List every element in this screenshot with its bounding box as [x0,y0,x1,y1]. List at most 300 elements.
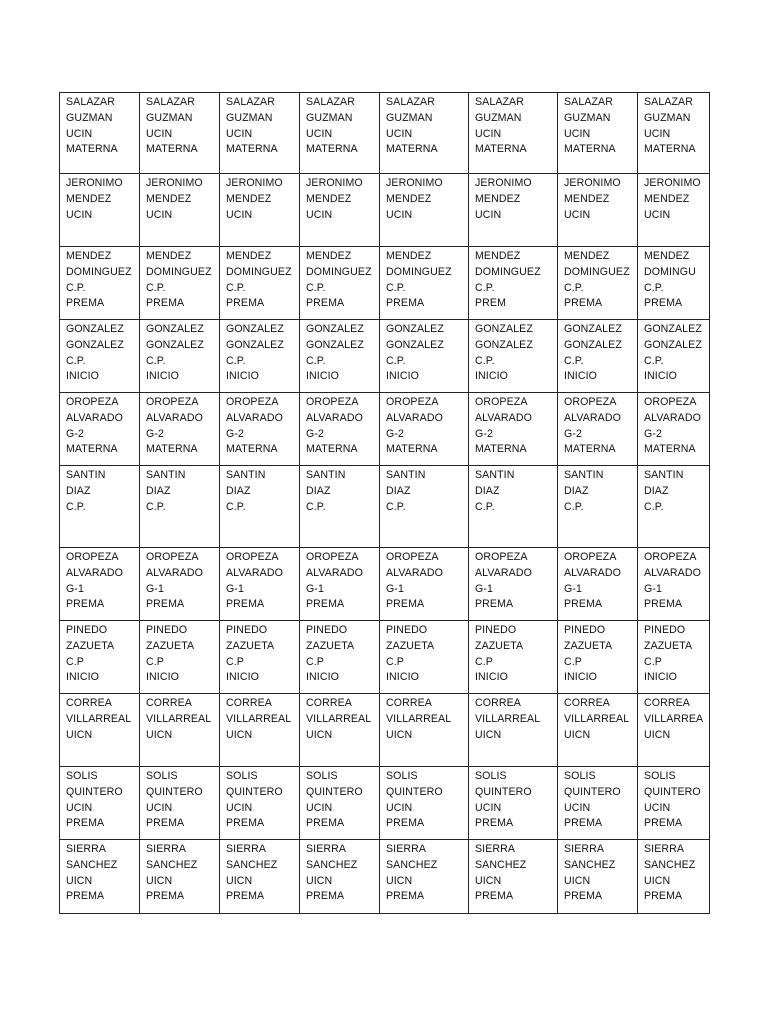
label-line: VILLARREAL [564,712,630,725]
label-cell [220,694,300,767]
label-line: SIERRA [475,843,516,855]
label-line: PREMA [564,817,603,830]
label-line: SANTIN [306,469,346,481]
label-line: PREMA [386,890,425,903]
label-line: SALAZAR [226,96,275,108]
label-line: G-2 [386,427,404,440]
label-line: C.P [475,655,493,668]
label-line: ALVARADO [226,566,283,579]
label-line: G-2 [146,427,164,440]
label-line: JERONIMO [66,177,123,189]
label-text-block [638,393,709,458]
label-text-block [300,247,379,312]
label-line: ALVARADO [564,566,621,579]
label-text-block [220,694,299,743]
label-line: GUZMAN [475,111,522,124]
label-cell [558,621,638,694]
label-line: INICIO [66,370,99,383]
label-line: UCIN [66,127,93,140]
label-text-block [469,320,557,385]
label-cell [638,548,710,621]
label-cell [140,393,220,466]
label-text-block [140,247,219,312]
label-line: PINEDO [66,624,108,636]
label-cell [140,247,220,320]
label-line: JERONIMO [306,177,363,189]
label-line: QUINTERO [475,785,532,798]
label-line: INICIO [564,370,597,383]
label-text-block [140,320,219,385]
label-line: GONZALEZ [66,338,124,351]
label-line: C.P. [564,281,584,294]
label-line: MENDEZ [306,250,352,262]
label-line: ZAZUETA [475,639,524,652]
label-cell [140,694,220,767]
label-line: INICIO [475,370,508,383]
label-cell [60,694,140,767]
label-line: PINEDO [226,624,268,636]
label-cell [638,174,710,247]
label-cell [140,174,220,247]
label-line: SANCHEZ [564,858,616,871]
label-cell [469,767,558,840]
label-line: JERONIMO [386,177,443,189]
label-line: GONZALEZ [644,338,702,351]
label-line: MATERNA [644,143,696,156]
label-line: CORREA [226,697,272,709]
label-line: SANCHEZ [146,858,198,871]
label-line: C.P [66,655,84,668]
label-line: PREMA [475,817,514,830]
label-line: DOMINGUEZ [564,265,630,278]
label-line: MENDEZ [564,192,610,205]
label-text-block [300,767,379,832]
label-line: VILLARREAL [475,712,541,725]
label-cell [60,767,140,840]
label-line: MENDEZ [146,192,192,205]
label-line: UCIN [564,127,591,140]
label-line: CORREA [564,697,610,709]
label-line: DIAZ [226,484,251,497]
label-text-block [140,393,219,458]
label-line: GONZALEZ [564,338,622,351]
label-text-block [300,174,379,223]
label-line: MENDEZ [386,250,432,262]
label-line: MATERNA [475,443,527,456]
label-text-block [638,694,709,743]
label-line: PREMA [226,817,265,830]
label-line: UCIN [644,208,671,221]
label-line: SANCHEZ [66,858,118,871]
label-cell [60,466,140,548]
label-line: SALAZAR [644,96,693,108]
label-cell [558,320,638,393]
label-cell [220,767,300,840]
label-line: INICIO [644,671,677,684]
label-line: MENDEZ [644,250,690,262]
label-line: GONZALEZ [306,338,364,351]
label-line: G-1 [386,582,404,595]
label-text-block [558,174,637,223]
label-line: OROPEZA [386,551,439,563]
label-line: MENDEZ [475,250,521,262]
label-cell [380,621,469,694]
label-line: UCIN [226,208,253,221]
label-line: UCIN [226,127,253,140]
label-row [60,320,710,393]
label-line: MENDEZ [66,192,112,205]
label-line: SOLIS [226,770,258,782]
label-text-block [558,694,637,743]
label-line: ALVARADO [146,411,203,424]
label-line: UICN [564,874,591,887]
label-line: UCIN [475,208,502,221]
label-line: QUINTERO [306,785,363,798]
label-line: SIERRA [66,843,107,855]
label-text-block [300,320,379,385]
label-line: GUZMAN [386,111,433,124]
label-text-block [140,694,219,743]
label-cell [300,174,380,247]
label-line: OROPEZA [475,396,528,408]
label-line: INICIO [146,671,179,684]
label-text-block [638,840,709,905]
label-cell [380,840,469,914]
label-row [60,174,710,247]
label-line: UCIN [386,801,413,814]
label-line: VILLARREA [644,712,704,725]
label-text-block [300,93,379,158]
label-line: GONZALEZ [475,323,533,335]
label-line: G-1 [306,582,324,595]
label-line: VILLARREAL [306,712,372,725]
label-line: C.P. [306,354,326,367]
label-line: PREMA [644,297,683,310]
label-cell [140,466,220,548]
label-line: UICN [66,874,93,887]
label-text-block [300,466,379,515]
label-line: PREMA [564,297,603,310]
label-text-block [60,320,139,385]
label-cell [380,393,469,466]
label-text-block [140,840,219,905]
label-line: C.P. [306,281,326,294]
label-cell [469,694,558,767]
label-text-block [469,767,557,832]
label-text-block [300,548,379,613]
label-line: DIAZ [564,484,589,497]
label-line: G-2 [644,427,662,440]
label-cell [469,621,558,694]
label-line: INICIO [475,671,508,684]
label-line: C.P. [226,281,246,294]
label-line: SANTIN [475,469,515,481]
label-sheet-table [59,92,710,914]
label-line: UCIN [66,801,93,814]
label-cell [638,767,710,840]
label-row [60,621,710,694]
label-text-block [380,767,468,832]
label-text-block [220,548,299,613]
label-line: CORREA [475,697,521,709]
label-cell [558,767,638,840]
label-line: GONZALEZ [226,323,284,335]
label-line: SIERRA [146,843,187,855]
label-cell [60,548,140,621]
label-cell [558,466,638,548]
label-line: PREMA [306,297,345,310]
label-cell [140,840,220,914]
label-cell [60,93,140,174]
label-line: UICN [644,874,671,887]
label-text-block [140,548,219,613]
label-line: UCIN [146,208,173,221]
label-line: DOMINGUEZ [386,265,452,278]
label-line: UCIN [564,208,591,221]
label-cell [469,393,558,466]
label-cell [638,393,710,466]
label-line: C.P. [475,281,495,294]
label-line: DIAZ [306,484,331,497]
label-line: SOLIS [146,770,178,782]
label-cell [380,767,469,840]
label-line: UICN [386,728,413,741]
label-line: PREMA [226,297,265,310]
label-line: MATERNA [66,143,118,156]
label-line: UCIN [146,127,173,140]
label-line: PREMA [386,297,425,310]
label-line: C.P. [564,354,584,367]
label-line: G-1 [226,582,244,595]
label-line: MENDEZ [564,250,610,262]
label-text-block [638,548,709,613]
label-line: PINEDO [146,624,188,636]
label-line: PREMA [226,890,265,903]
label-text-block [60,840,139,905]
label-line: ZAZUETA [306,639,355,652]
label-line: UICN [146,728,173,741]
label-line: GUZMAN [644,111,691,124]
label-line: UICN [644,728,671,741]
label-line: MATERNA [146,443,198,456]
label-line: UCIN [386,208,413,221]
label-line: VILLARREAL [66,712,132,725]
label-line: VILLARREAL [146,712,212,725]
label-line: PREMA [306,598,345,611]
label-line: PREMA [475,890,514,903]
label-line: PREMA [644,817,683,830]
label-line: MATERNA [66,443,118,456]
label-line: C.P. [226,354,246,367]
label-line: SANTIN [226,469,266,481]
label-line: C.P. [66,500,86,513]
label-line: ALVARADO [306,566,363,579]
label-line: OROPEZA [386,396,439,408]
label-line: OROPEZA [564,551,617,563]
label-line: MATERNA [386,443,438,456]
label-row [60,767,710,840]
label-line: DOMINGUEZ [66,265,132,278]
label-text-block [469,548,557,613]
label-line: MATERNA [226,143,278,156]
label-cell [220,174,300,247]
label-line: ZAZUETA [226,639,275,652]
label-text-block [638,767,709,832]
label-line: PREMA [306,890,345,903]
label-line: ALVARADO [306,411,363,424]
label-line: ZAZUETA [386,639,435,652]
label-text-block [558,767,637,832]
label-line: MATERNA [564,143,616,156]
label-line: GONZALEZ [306,323,364,335]
label-line: G-2 [66,427,84,440]
label-cell [300,466,380,548]
label-line: VILLARREAL [226,712,292,725]
label-line: MATERNA [644,443,696,456]
label-line: UCIN [146,801,173,814]
label-line: G-2 [564,427,582,440]
label-line: C.P [226,655,244,668]
label-cell [300,93,380,174]
label-text-block [469,840,557,905]
label-cell [558,174,638,247]
label-line: JERONIMO [475,177,532,189]
label-line: ALVARADO [475,411,532,424]
label-line: CORREA [66,697,112,709]
label-line: MATERNA [146,143,198,156]
label-line: GUZMAN [564,111,611,124]
label-cell [380,247,469,320]
label-text-block [220,767,299,832]
label-line: SALAZAR [564,96,613,108]
label-line: SIERRA [564,843,605,855]
label-cell [638,621,710,694]
label-line: SANTIN [66,469,106,481]
label-line: UICN [475,728,502,741]
label-cell [380,548,469,621]
label-line: SALAZAR [306,96,355,108]
label-line: GONZALEZ [226,338,284,351]
label-row [60,247,710,320]
label-cell [300,247,380,320]
label-text-block [638,320,709,385]
label-line: OROPEZA [146,396,199,408]
label-line: SANCHEZ [306,858,358,871]
label-line: MENDEZ [226,250,272,262]
label-text-block [638,93,709,158]
label-line: ALVARADO [564,411,621,424]
label-text-block [469,466,557,515]
label-text-block [380,840,468,905]
label-line: INICIO [644,370,677,383]
label-line: INICIO [226,370,259,383]
label-line: UCIN [475,127,502,140]
label-line: PREMA [644,890,683,903]
label-line: GUZMAN [146,111,193,124]
label-line: SOLIS [66,770,98,782]
label-line: C.P. [475,354,495,367]
label-line: PREMA [226,598,265,611]
label-line: UCIN [644,127,671,140]
label-line: DOMINGUEZ [146,265,212,278]
label-line: JERONIMO [644,177,701,189]
label-line: PREMA [306,817,345,830]
label-line: PINEDO [564,624,606,636]
label-line: PREMA [66,890,105,903]
label-text-block [469,174,557,223]
label-text-block [380,393,468,458]
label-line: CORREA [306,697,352,709]
label-line: DOMINGUEZ [475,265,541,278]
label-cell [300,621,380,694]
label-line: INICIO [306,671,339,684]
label-line: ALVARADO [386,566,443,579]
label-cell [220,93,300,174]
label-text-block [60,694,139,743]
label-line: OROPEZA [226,551,279,563]
label-cell [558,840,638,914]
label-line: C.P. [386,500,406,513]
label-line: PREMA [146,817,185,830]
label-line: DOMINGUEZ [226,265,292,278]
label-line: SALAZAR [146,96,195,108]
label-cell [300,320,380,393]
label-line: OROPEZA [226,396,279,408]
label-line: SOLIS [306,770,338,782]
label-line: INICIO [146,370,179,383]
label-cell [300,393,380,466]
label-line: C.P. [146,281,166,294]
label-line: MATERNA [306,143,358,156]
label-line: UCIN [564,801,591,814]
label-text-block [300,694,379,743]
label-line: QUINTERO [66,785,123,798]
label-text-block [380,621,468,686]
label-line: ALVARADO [66,411,123,424]
label-line: INICIO [226,671,259,684]
label-line: SANCHEZ [644,858,696,871]
label-line: PREMA [564,890,603,903]
label-line: OROPEZA [644,551,697,563]
label-line: C.P [386,655,404,668]
label-text-block [220,247,299,312]
label-text-block [380,320,468,385]
label-text-block [220,621,299,686]
label-line: MENDEZ [644,192,690,205]
label-cell [140,320,220,393]
label-text-block [140,466,219,515]
label-line: G-1 [146,582,164,595]
label-line: PINEDO [386,624,428,636]
label-line: C.P. [644,281,664,294]
label-line: SOLIS [564,770,596,782]
label-line: SIERRA [226,843,267,855]
label-line: C.P. [226,500,246,513]
label-line: OROPEZA [475,551,528,563]
label-line: ALVARADO [66,566,123,579]
label-line: SALAZAR [66,96,115,108]
label-line: ALVARADO [475,566,532,579]
label-cell [380,174,469,247]
label-line: G-1 [475,582,493,595]
label-line: PREMA [66,598,105,611]
label-text-block [469,694,557,743]
label-line: MENDEZ [306,192,352,205]
label-row [60,393,710,466]
label-line: INICIO [306,370,339,383]
label-cell [469,840,558,914]
label-row [60,548,710,621]
